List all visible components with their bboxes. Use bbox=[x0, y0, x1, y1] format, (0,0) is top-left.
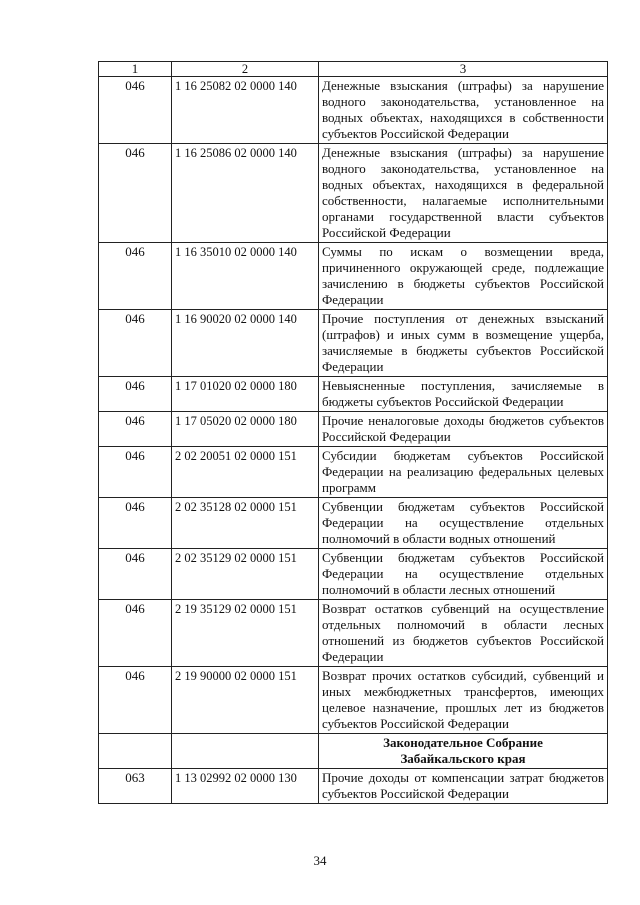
admin-code-cell: 046 bbox=[99, 549, 172, 600]
admin-code-cell: 046 bbox=[99, 412, 172, 447]
revenue-name-cell: Возврат прочих остатков субсидий, субвенций и иных межбюджетных трансфертов, имеющих целевое назначение, прошлых лет из бюджетов субъектов Российской Федерации bbox=[319, 667, 608, 734]
revenue-name-cell: Прочие неналоговые доходы бюджетов субъектов Российской Федерации bbox=[319, 412, 608, 447]
budget-code-cell: 2 19 35129 02 0000 151 bbox=[172, 600, 319, 667]
admin-code-cell: 046 bbox=[99, 144, 172, 243]
table-row bbox=[99, 310, 608, 377]
admin-code-cell: 046 bbox=[99, 377, 172, 412]
column-header-2: 2 bbox=[172, 62, 319, 77]
budget-code-cell: 2 02 35129 02 0000 151 bbox=[172, 549, 319, 600]
empty-cell bbox=[172, 734, 319, 769]
admin-code-cell: 046 bbox=[99, 77, 172, 144]
revenue-name-cell: Возврат остатков субвенций на осуществление отдельных полномочий в области лесных отношений из бюджетов субъектов Российской Федерации bbox=[319, 600, 608, 667]
table-row bbox=[99, 144, 608, 243]
section-title-line: Законодательное Собрание bbox=[383, 735, 543, 750]
budget-code-cell: 1 17 01020 02 0000 180 bbox=[172, 377, 319, 412]
budget-code-cell: 2 02 20051 02 0000 151 bbox=[172, 447, 319, 498]
table-row bbox=[99, 77, 608, 144]
admin-code-cell: 046 bbox=[99, 498, 172, 549]
table-row bbox=[99, 769, 608, 804]
budget-code-cell: 2 02 35128 02 0000 151 bbox=[172, 498, 319, 549]
revenue-codes-table bbox=[98, 61, 608, 804]
admin-code-cell: 046 bbox=[99, 310, 172, 377]
revenue-name-cell: Суммы по искам о возмещении вреда, причиненного окружающей среде, подлежащие зачислению в бюджеты субъектов Российской Федерации bbox=[319, 243, 608, 310]
table-body bbox=[99, 77, 608, 804]
budget-code-cell: 1 16 25086 02 0000 140 bbox=[172, 144, 319, 243]
table-row bbox=[99, 412, 608, 447]
budget-code-cell: 1 17 05020 02 0000 180 bbox=[172, 412, 319, 447]
table-row bbox=[99, 447, 608, 498]
table-row bbox=[99, 667, 608, 734]
budget-code-cell: 1 13 02992 02 0000 130 bbox=[172, 769, 319, 804]
admin-code-cell: 046 bbox=[99, 667, 172, 734]
table-row bbox=[99, 498, 608, 549]
empty-cell bbox=[99, 734, 172, 769]
table-row bbox=[99, 600, 608, 667]
budget-code-cell: 1 16 90020 02 0000 140 bbox=[172, 310, 319, 377]
budget-code-cell: 2 19 90000 02 0000 151 bbox=[172, 667, 319, 734]
revenue-name-cell: Субвенции бюджетам субъектов Российской Федерации на осуществление отдельных полномочий в области водных отношений bbox=[319, 498, 608, 549]
section-title-line: Забайкальского края bbox=[400, 751, 526, 766]
section-row bbox=[99, 734, 608, 769]
revenue-name-cell: Субвенции бюджетам субъектов Российской Федерации на осуществление отдельных полномочий в области лесных отношений bbox=[319, 549, 608, 600]
budget-code-cell: 1 16 35010 02 0000 140 bbox=[172, 243, 319, 310]
revenue-name-cell: Прочие доходы от компенсации затрат бюджетов субъектов Российской Федерации bbox=[319, 769, 608, 804]
revenue-name-cell: Субсидии бюджетам субъектов Российской Федерации на реализацию федеральных целевых программ bbox=[319, 447, 608, 498]
column-header-3: 3 bbox=[319, 62, 608, 77]
table-row bbox=[99, 243, 608, 310]
column-header-1: 1 bbox=[99, 62, 172, 77]
revenue-name-cell: Денежные взыскания (штрафы) за нарушение водного законодательства, установленное на водных объектах, находящихся в федеральной собственности, налагаемые исполнительными органами государственной власти субъектов Российской Федерации bbox=[319, 144, 608, 243]
budget-code-cell: 1 16 25082 02 0000 140 bbox=[172, 77, 319, 144]
admin-code-cell: 063 bbox=[99, 769, 172, 804]
table-row bbox=[99, 377, 608, 412]
table-header-row bbox=[99, 62, 608, 77]
revenue-name-cell: Прочие поступления от денежных взысканий (штрафов) и иных сумм в возмещение ущерба, зачисляемые в бюджеты субъектов Российской Федерации bbox=[319, 310, 608, 377]
admin-code-cell: 046 bbox=[99, 600, 172, 667]
revenue-name-cell: Невыясненные поступления, зачисляемые в бюджеты субъектов Российской Федерации bbox=[319, 377, 608, 412]
admin-code-cell: 046 bbox=[99, 243, 172, 310]
admin-code-cell: 046 bbox=[99, 447, 172, 498]
table-row bbox=[99, 549, 608, 600]
page-number: 34 bbox=[313, 853, 327, 868]
section-title bbox=[319, 734, 608, 769]
revenue-name-cell: Денежные взыскания (штрафы) за нарушение водного законодательства, установленное на водных объектах, находящихся в собственности субъектов Российской Федерации bbox=[319, 77, 608, 144]
